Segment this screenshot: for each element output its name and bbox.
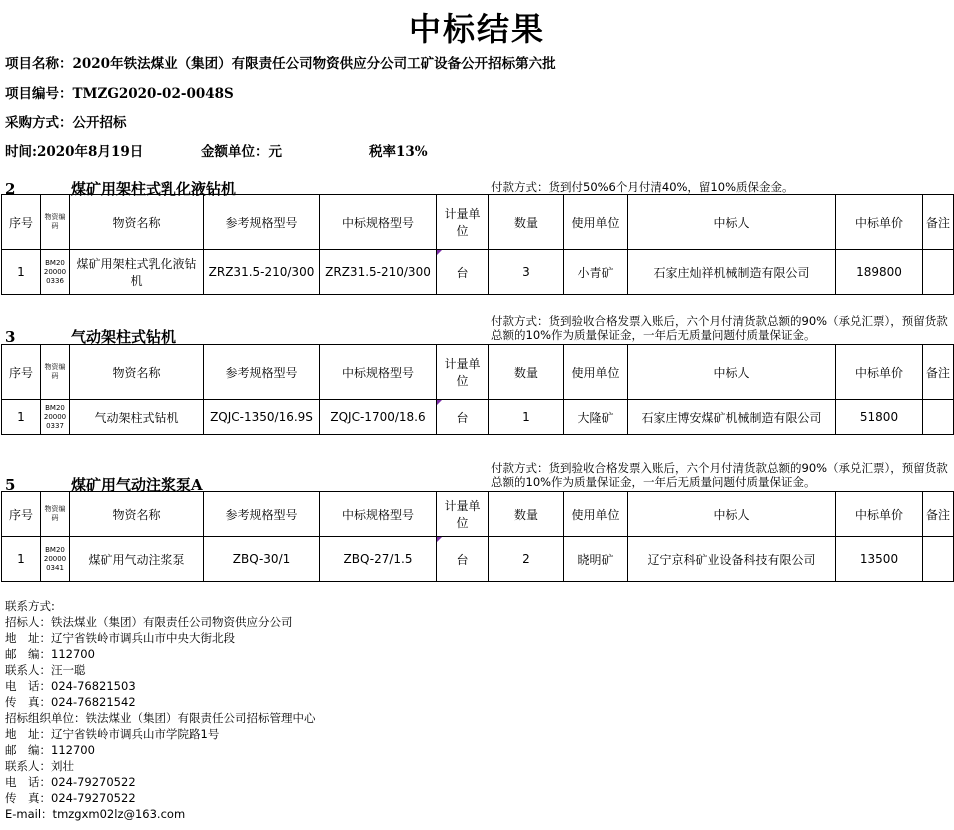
section-number: 2 [5,180,16,198]
header-ref-spec: 参考规格型号 [204,195,320,250]
header-name: 物资名称 [70,492,204,537]
table-header-row [2,345,954,400]
header-seq: 序号 [2,492,41,537]
contact-line: 联系方式: [5,599,55,613]
payment-terms: 付款方式：货到付50%6个月付清40%，留10%质保金金。 [491,180,794,194]
section-name: 气动架柱式钻机 [71,328,177,346]
contact-line: 邮 编：112700 [5,743,95,757]
purchase-method: 采购方式：公开招标 [5,115,127,131]
header-qty: 数量 [489,195,564,250]
cell-remark [923,537,954,582]
table-row [2,537,954,582]
section-number: 3 [5,328,16,346]
cell-seq: 1 [2,400,41,435]
page-title: 中标结果 [408,10,545,48]
contact-email[interactable]: E-mail：tmzgxm02lz@163.com [5,807,186,821]
header-winner: 中标人 [628,345,836,400]
cell-seq: 1 [2,537,41,582]
header-winner: 中标人 [628,195,836,250]
cell-name: 煤矿用架柱式乳化液钻机 [70,250,204,295]
cell-price: 13500 [836,537,923,582]
cell-unit-text: 台 [456,552,469,567]
section-name: 煤矿用架柱式乳化液钻机 [71,180,237,198]
comment-marker [437,250,442,255]
contact-line: 招标组织单位：铁法煤业（集团）有限责任公司招标管理中心 [5,711,316,725]
contact-line: 联系人：汪一聪 [5,663,86,677]
section-name: 煤矿用气动注浆泵A [71,476,203,494]
header-code: 物资编码 [41,345,70,400]
header-win-spec: 中标规格型号 [320,492,437,537]
cell-unit [437,250,489,295]
cell-name: 煤矿用气动注浆泵 [70,537,204,582]
contact-block [5,598,316,822]
cell-ref-spec: ZRZ31.5-210/300 [204,250,320,295]
comment-marker [437,400,442,405]
cell-unit-text: 台 [456,265,469,280]
cell-ref-spec: ZQJC-1350/16.9S [204,400,320,435]
cell-remark [923,400,954,435]
cell-code: BM20200000341 [41,537,70,582]
header-code: 物资编码 [41,492,70,537]
header-seq: 序号 [2,345,41,400]
contact-line: 邮 编：112700 [5,647,95,661]
header-win-spec: 中标规格型号 [320,195,437,250]
contact-line: 招标人：铁法煤业（集团）有限责任公司物资供应分公司 [5,615,293,629]
cell-win-spec: ZQJC-1700/18.6 [320,400,437,435]
contact-line: 地 址：辽宁省铁岭市调兵山市学院路1号 [5,727,220,741]
header-name: 物资名称 [70,195,204,250]
contact-line: 传 真：024-79270522 [5,791,136,805]
header-unit: 计量单位 [437,195,489,250]
contact-line: 电 话：024-76821503 [5,679,136,693]
cell-qty: 2 [489,537,564,582]
header-ref-spec: 参考规格型号 [204,345,320,400]
time-line [5,140,428,160]
cell-winner: 石家庄博安煤矿机械制造有限公司 [628,400,836,435]
cell-win-spec: ZRZ31.5-210/300 [320,250,437,295]
header-user: 使用单位 [564,195,628,250]
project-name: 项目名称：2020年铁法煤业（集团）有限责任公司物资供应分公司工矿设备公开招标第六批 [5,56,556,72]
award-table [1,491,954,582]
header-code: 物资编码 [41,195,70,250]
award-table [1,194,954,295]
table-header-row [2,492,954,537]
cell-user: 大隆矿 [564,400,628,435]
header-user: 使用单位 [564,345,628,400]
cell-winner: 石家庄灿祥机械制造有限公司 [628,250,836,295]
cell-user: 晓明矿 [564,537,628,582]
tax-rate: 税率13% [369,144,428,160]
cell-unit-text: 台 [456,410,469,425]
header-win-spec: 中标规格型号 [320,345,437,400]
header-unit: 计量单位 [437,492,489,537]
header-unit: 计量单位 [437,345,489,400]
header-seq: 序号 [2,195,41,250]
cell-code: BM20200000336 [41,250,70,295]
table-header-row [2,195,954,250]
cell-unit [437,400,489,435]
cell-win-spec: ZBQ-27/1.5 [320,537,437,582]
cell-qty: 1 [489,400,564,435]
header-price: 中标单价 [836,492,923,537]
cell-qty: 3 [489,250,564,295]
payment-terms: 付款方式：货到验收合格发票入账后，六个月付清货款总额的90%（承兑汇票），预留货款总额的10%作为质量保证金，一年后无质量问题付质量保证金。 [491,314,948,342]
header-price: 中标单价 [836,195,923,250]
project-number: 项目编号：TMZG2020-02-0048S [5,86,234,102]
cell-ref-spec: ZBQ-30/1 [204,537,320,582]
contact-line: 电 话：024-79270522 [5,775,136,789]
header-remark: 备注 [923,195,954,250]
table-row [2,250,954,295]
award-time: 时间:2020年8月19日 [5,144,144,160]
cell-price: 51800 [836,400,923,435]
cell-name: 气动架柱式钻机 [70,400,204,435]
payment-terms: 付款方式：货到验收合格发票入账后，六个月付清货款总额的90%（承兑汇票），预留货款总额的10%作为质量保证金，一年后无质量问题付质量保证金。 [491,461,948,489]
cell-winner: 辽宁京科矿业设备科技有限公司 [628,537,836,582]
table-row [2,400,954,435]
header-ref-spec: 参考规格型号 [204,492,320,537]
header-qty: 数量 [489,345,564,400]
cell-unit [437,537,489,582]
amount-unit: 金额单位：元 [201,144,282,160]
header-remark: 备注 [923,345,954,400]
award-table [1,344,954,435]
section-number: 5 [5,476,16,494]
contact-line: 地 址：辽宁省铁岭市调兵山市中央大街北段 [5,631,235,645]
cell-remark [923,250,954,295]
header-user: 使用单位 [564,492,628,537]
comment-marker [437,537,442,542]
header-name: 物资名称 [70,345,204,400]
cell-price: 189800 [836,250,923,295]
header-price: 中标单价 [836,345,923,400]
cell-seq: 1 [2,250,41,295]
cell-code: BM20200000337 [41,400,70,435]
header-winner: 中标人 [628,492,836,537]
contact-line: 联系人：刘壮 [5,759,74,773]
header-remark: 备注 [923,492,954,537]
contact-line: 传 真：024-76821542 [5,695,136,709]
cell-user: 小青矿 [564,250,628,295]
header-qty: 数量 [489,492,564,537]
